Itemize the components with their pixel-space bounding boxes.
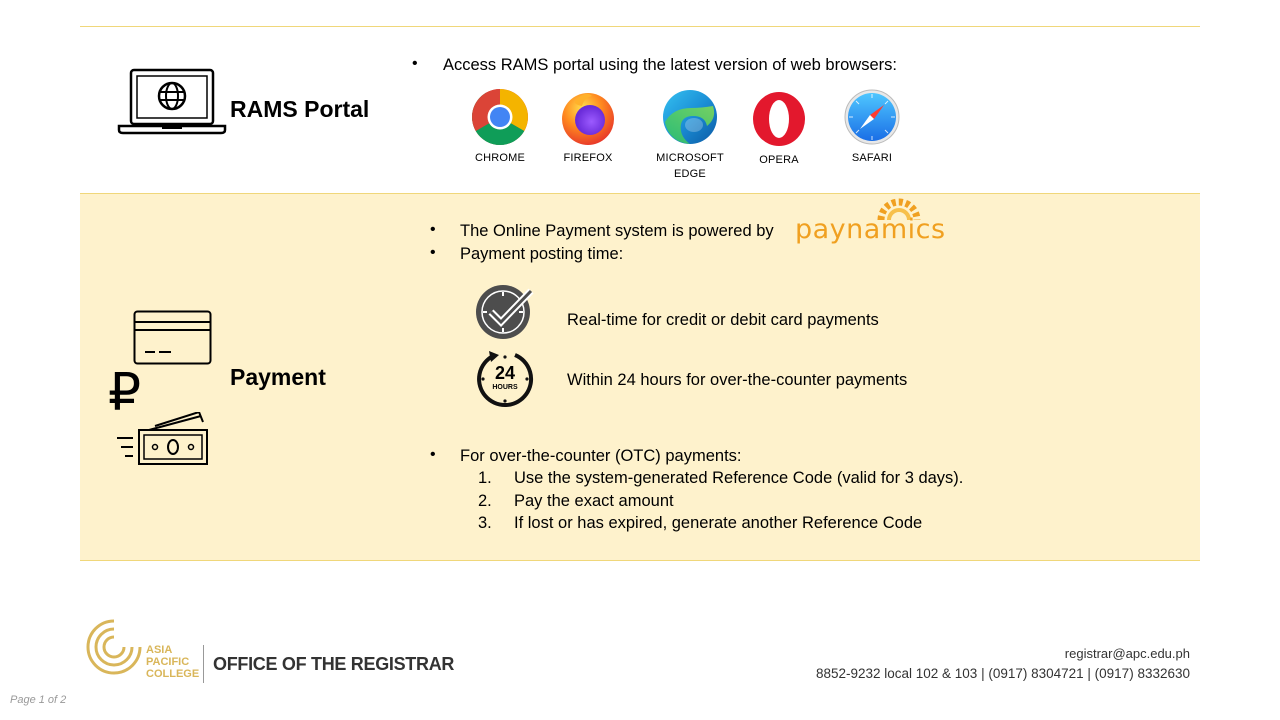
otc-step-text: If lost or has expired, generate another Reference Code [514,514,923,532]
clock-check-icon [474,283,534,346]
paynamics-logo [795,196,975,254]
clock-number: 24 [494,363,516,383]
otc-step-number: 1. [478,469,492,487]
rams-intro-text: Access RAMS portal using the latest version of web browsers: [443,56,897,74]
firefox-icon [558,86,618,146]
realtime-text: Real-time for credit or debit card payments [567,311,879,329]
apc-logo [84,617,144,677]
powered-by-text: The Online Payment system is powered by [460,222,774,240]
middle-rule [80,193,1200,194]
credit-card-icon [133,310,213,371]
footer-divider [203,645,204,683]
otc-step-number: 3. [478,514,492,532]
cash-icon [115,412,211,473]
clock-word: HOURS [492,384,518,391]
college-line: COLLEGE [146,668,200,680]
browser-edge[interactable] [645,88,735,182]
bullet-dot: • [430,446,436,463]
browser-chrome[interactable] [455,88,545,166]
browser-label: MICROSOFT EDGE [656,152,724,180]
top-rule [80,26,1200,27]
browser-safari[interactable] [827,88,917,166]
office-title: OFFICE OF THE REGISTRAR [213,654,455,674]
bullet-dot: • [430,221,436,238]
otc-heading: For over-the-counter (OTC) payments: [460,447,742,465]
bullet-dot: • [430,244,436,261]
safari-icon [843,88,901,146]
apc-swirl-icon [84,617,144,677]
college-line: PACIFIC [146,656,190,668]
browser-label: OPERA [759,154,799,166]
otc-step-text: Pay the exact amount [514,492,674,510]
contact-phones: 8852-9232 local 102 & 103 | (0917) 8304721 | (0917) 8332630 [815,666,1190,681]
chrome-icon [471,88,529,146]
bottom-rule [80,560,1200,561]
browser-opera[interactable] [734,90,824,168]
edge-icon [661,88,719,146]
opera-icon [750,90,808,148]
24-hours-icon [475,349,535,409]
within24-text: Within 24 hours for over-the-counter payments [567,371,908,389]
browser-label: CHROME [474,152,526,164]
browser-firefox[interactable] [543,86,633,166]
payment-title: Payment [230,364,326,390]
browser-label: SAFARI [851,152,893,164]
college-name [146,644,199,680]
posting-time-label: Payment posting time: [460,245,624,263]
contact-email[interactable]: registrar@apc.edu.ph [1064,646,1190,661]
rams-portal-title: RAMS Portal [230,96,370,122]
page-number: Page 1 of 2 [10,694,67,706]
browser-label: FIREFOX [563,152,613,164]
college-line: ASIA [146,644,173,656]
bullet-dot: • [412,55,418,72]
otc-step-number: 2. [478,492,492,510]
otc-step-text: Use the system-generated Reference Code (valid for 3 days). [514,469,964,487]
laptop-globe-icon [117,68,227,141]
paynamics-wordmark: paynamics [795,214,946,245]
peso-icon: ₽ [108,363,142,423]
